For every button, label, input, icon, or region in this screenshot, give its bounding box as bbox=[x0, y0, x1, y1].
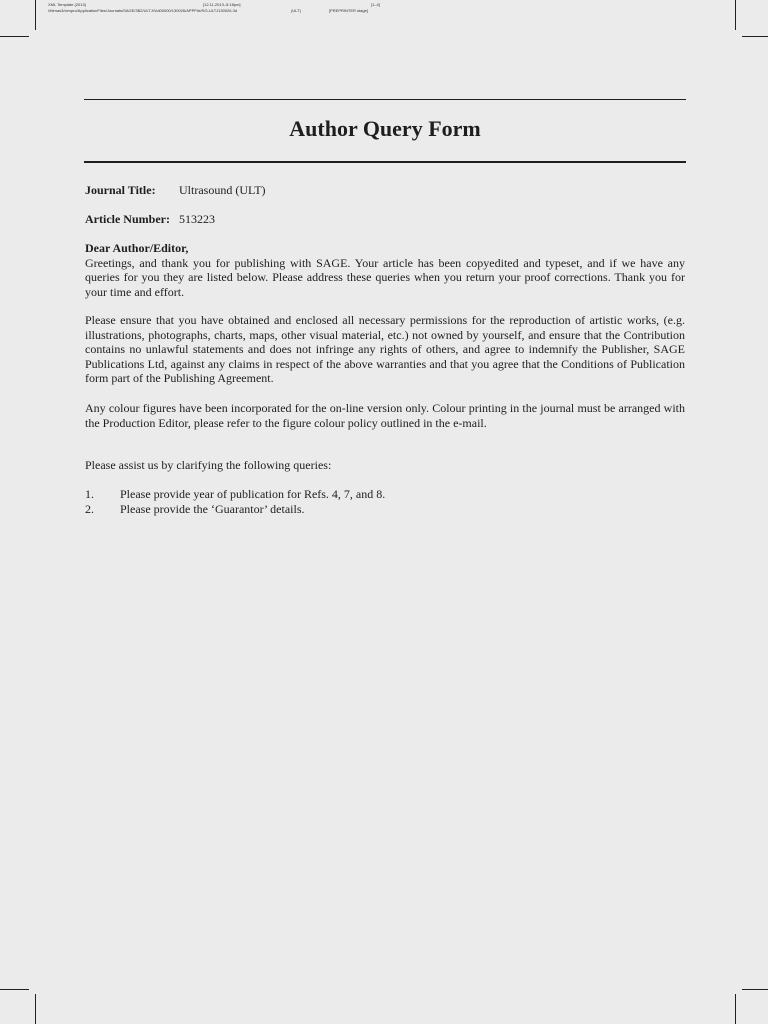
crop-mark-bottom-left-horizontal bbox=[0, 989, 29, 990]
query-text: Please provide year of publication for Refs. 4, 7, and 8. bbox=[120, 487, 386, 501]
form-title: Author Query Form bbox=[289, 116, 481, 141]
query-number: 1. bbox=[85, 487, 94, 501]
assist-paragraph: Please assist us by clarifying the following queries: bbox=[85, 458, 332, 472]
query-item bbox=[85, 487, 685, 502]
colour-paragraph: Any colour figures have been incorporated for the on-line version only. Colour printing in the journal must be arranged with the Production Editor, please refer to the figure colour policy outlined in the e-mail. bbox=[85, 401, 685, 430]
crop-mark-bottom-right-vertical bbox=[735, 994, 736, 1024]
top-rule bbox=[84, 99, 686, 100]
crop-mark-bottom-right-horizontal bbox=[742, 989, 768, 990]
permissions-paragraph: Please ensure that you have obtained and enclosed all necessary permissions for the reproduction of artistic works, (e.g. illustrations, photographs, charts, maps, other visual material, etc.) not owned by yourself, and ensure that the Contribution contains no unlawful statements and does not infringe any rights of others, and agree to indemnify the Publisher, SAGE Publications Ltd, against any claims in respect of the above warranties and that you agree that the Conditions of Publication form part of the Publishing Agreement. bbox=[85, 313, 685, 386]
slug-template: XML Template (2013) bbox=[48, 2, 87, 7]
greeting-text: Greetings, and thank you for publishing with SAGE. Your article has been copyedited and typeset, and if we have any queries for you they are listed below. Please address these queries when you return your proof corrections. Thank you for your time and effort. bbox=[85, 255, 685, 299]
query-item bbox=[85, 502, 685, 517]
crop-mark-bottom-left-vertical bbox=[35, 994, 36, 1024]
crop-mark-top-left-vertical bbox=[35, 0, 36, 30]
journal-title-value: Ultrasound (ULT) bbox=[179, 183, 266, 197]
article-number-value: 513223 bbox=[179, 212, 215, 226]
crop-mark-top-right-vertical bbox=[735, 0, 736, 30]
greeting-paragraph bbox=[85, 241, 685, 299]
query-number: 2. bbox=[85, 501, 94, 516]
query-text: Please provide the ‘Guarantor’ details. bbox=[120, 501, 305, 516]
salutation: Dear Author/Editor, bbox=[85, 241, 189, 255]
printer-slug bbox=[48, 1, 428, 17]
title-underline-rule bbox=[84, 161, 686, 163]
slug-stage: [PREPRINTER stage] bbox=[329, 8, 368, 13]
slug-path: //blrnas3/cenpro/ApplicationFiles/Journals/SAGE/3B2/ULTJ/Vol00000/130026/APPFile/SG-ULTJ130026.3d bbox=[48, 8, 238, 13]
crop-mark-top-right-horizontal bbox=[742, 36, 768, 37]
article-number-label: Article Number: bbox=[85, 212, 170, 226]
slug-date: [12.11.2013–5:18pm] bbox=[203, 2, 241, 7]
slug-pages: [1–4] bbox=[371, 2, 380, 7]
crop-mark-top-left-horizontal bbox=[0, 36, 29, 37]
journal-title-label: Journal Title: bbox=[85, 183, 156, 197]
slug-journal-code: (ULT) bbox=[291, 8, 301, 13]
query-list bbox=[85, 487, 685, 516]
